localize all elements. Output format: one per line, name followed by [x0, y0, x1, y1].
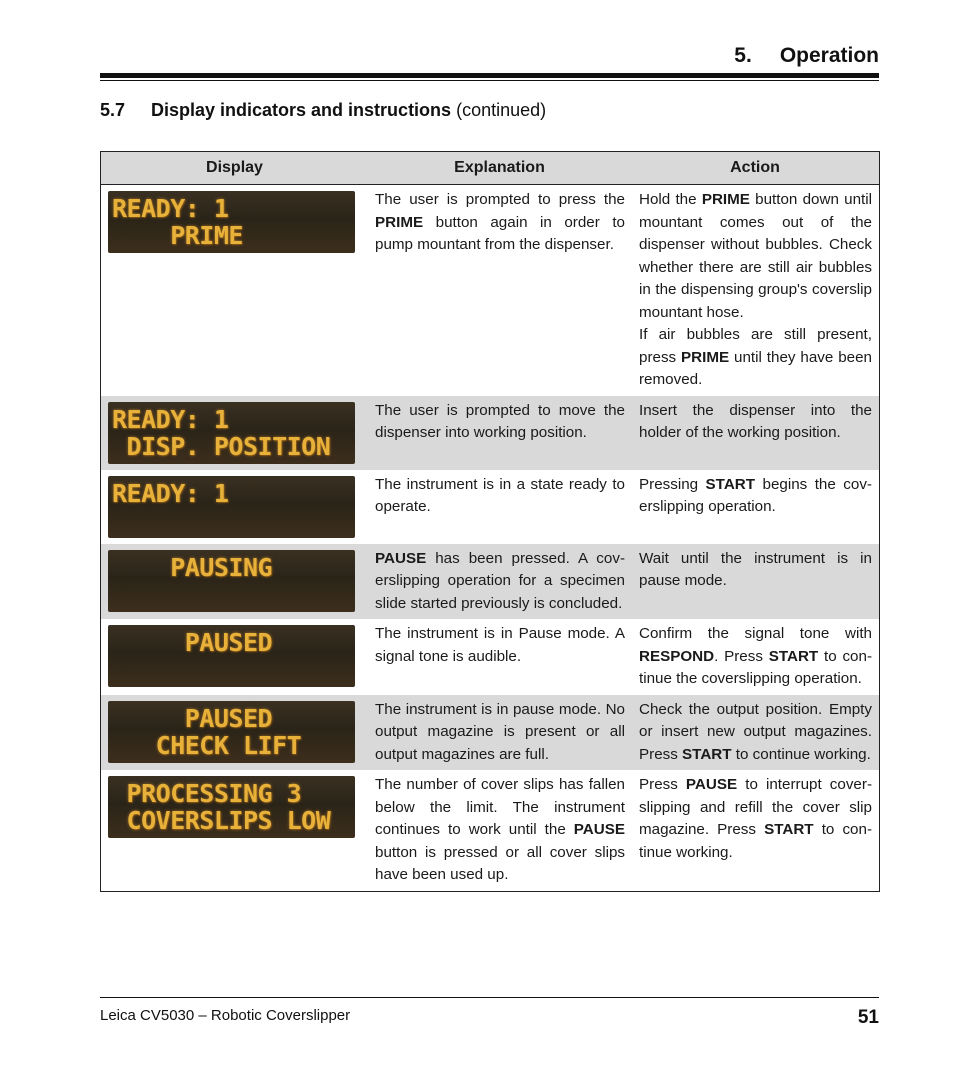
lcd-line: PRIME [112, 221, 243, 250]
lcd-line: READY: 1 [112, 404, 229, 434]
button-name: START [768, 647, 819, 665]
text-fragment: button is pressed or all cover slips have been used up. [375, 843, 625, 883]
button-name: START [682, 745, 732, 763]
text-fragment: to continue the coverslipping operation. [639, 647, 872, 687]
section-number: 5.7 [100, 100, 126, 120]
text-fragment: The user is prompted to move the dispenser into working position. [375, 401, 625, 441]
explanation-cell [368, 770, 631, 891]
explanation-cell [368, 619, 631, 695]
text-fragment: Wait until the instrument is in pause mode. [639, 549, 872, 589]
section-heading [100, 100, 546, 121]
action-cell [631, 695, 880, 771]
display-cell [101, 396, 369, 470]
lcd-line: PAUSED [112, 703, 273, 733]
text-fragment: to continue working. [731, 745, 871, 763]
column-header-action: Action [631, 152, 880, 185]
text-fragment: begins the coverslipping operation. [639, 475, 872, 515]
text-fragment: The instrument is in pause mode. No output magazine is present or all output magazines are full. [375, 700, 625, 763]
text-fragment: Pressing [639, 475, 706, 493]
display-cell [101, 695, 369, 771]
text-fragment: The instrument is in Pause mode. A signal tone is audible. [375, 625, 625, 665]
section-title: Display indicators and instructions [151, 100, 452, 120]
text-fragment: button again in order to pump mountant from the dispenser. [375, 213, 625, 253]
action-cell [631, 470, 880, 544]
table-row [101, 770, 880, 891]
page-number: 51 [857, 1007, 879, 1028]
lcd-display [108, 191, 355, 253]
chapter-number: 5. [734, 44, 752, 67]
text-fragment: Confirm the signal tone with [639, 625, 872, 642]
lcd-display [108, 476, 355, 538]
lcd-line: DISP. POSITION [112, 431, 331, 461]
action-cell [631, 185, 880, 396]
text-fragment: Insert the dispenser into the holder of the working position. [639, 401, 872, 441]
explanation-cell [368, 185, 631, 396]
lcd-display [108, 776, 355, 838]
text-fragment: Check the output position. Empty or insert new output magazines. Press [639, 700, 872, 763]
text-fragment: Hold the [639, 191, 702, 208]
lcd-display [108, 402, 355, 464]
lcd-line: CHECK LIFT [112, 730, 302, 760]
footer-rule [100, 997, 879, 998]
text-fragment: has been pressed. A coverslipping operation for a specimen slide started previously is concluded. [375, 549, 625, 612]
button-name: START [764, 821, 814, 838]
lcd-display [108, 550, 355, 612]
table-row [101, 619, 880, 695]
display-cell [101, 544, 369, 620]
lcd-display [108, 625, 355, 687]
button-name: START [705, 475, 756, 493]
lcd-line: READY: 1 [112, 478, 229, 508]
lcd-line: COVERSLIPS LOW [112, 806, 331, 835]
table-row [101, 396, 880, 470]
button-name: PRIME [701, 191, 750, 208]
text-fragment: If air bubbles are still present, press [639, 326, 872, 366]
footer-product: Leica CV5030 – Robotic Coverslipper [100, 1007, 351, 1024]
header-rule-thin [100, 80, 879, 81]
lcd-line: PAUSED [112, 628, 273, 657]
action-cell [631, 770, 880, 891]
column-header-explanation: Explanation [368, 152, 631, 185]
button-name: PAUSE [685, 776, 738, 793]
lcd-display [108, 701, 355, 763]
text-fragment: The user is prompted to press the [375, 191, 625, 208]
text-fragment: until they have been removed. [639, 348, 872, 388]
column-header-display: Display [101, 152, 369, 185]
lcd-line: READY: 1 [112, 194, 229, 223]
button-name: RESPOND [639, 647, 715, 665]
chapter-title: Operation [779, 44, 879, 67]
lcd-line: PROCESSING 3 [112, 779, 302, 808]
text-fragment: to interrupt coverslipping and refill the cover slip magazine. Press [639, 776, 872, 838]
action-cell [631, 544, 880, 620]
explanation-cell [368, 544, 631, 620]
text-fragment: . Press [714, 647, 769, 665]
table-header-row [101, 152, 880, 185]
text-fragment: The instrument is in a state ready to operate. [375, 475, 625, 515]
text-fragment: The number of cover slips has fallen below the limit. The instrument continues to work until the [375, 776, 625, 838]
lcd-line: PAUSING [112, 552, 273, 582]
section-suffix: (continued) [456, 100, 547, 120]
table-row [101, 544, 880, 620]
display-cell [101, 770, 369, 891]
table-row [101, 470, 880, 544]
header-rule-thick [100, 73, 879, 78]
display-indicators-table [100, 151, 880, 892]
button-name: PAUSE [375, 549, 427, 567]
button-name: PRIME [681, 348, 730, 366]
text-fragment: button down until mountant comes out of the dispenser without bubbles. Check whether there are still air bubbles in the dispensing group's coverslip mountant hose. [639, 191, 872, 321]
explanation-cell [368, 470, 631, 544]
table-row [101, 695, 880, 771]
action-cell [631, 396, 880, 470]
display-cell [101, 619, 369, 695]
display-cell [101, 470, 369, 544]
text-fragment: to continue working. [639, 821, 872, 861]
table-row [101, 185, 880, 396]
explanation-cell [368, 695, 631, 771]
action-cell [631, 619, 880, 695]
display-cell [101, 185, 369, 396]
text-fragment: Press [639, 776, 686, 793]
chapter-header [100, 44, 879, 68]
button-name: PRIME [375, 213, 424, 231]
button-name: PAUSE [573, 821, 625, 838]
explanation-cell [368, 396, 631, 470]
table-body [101, 185, 880, 892]
